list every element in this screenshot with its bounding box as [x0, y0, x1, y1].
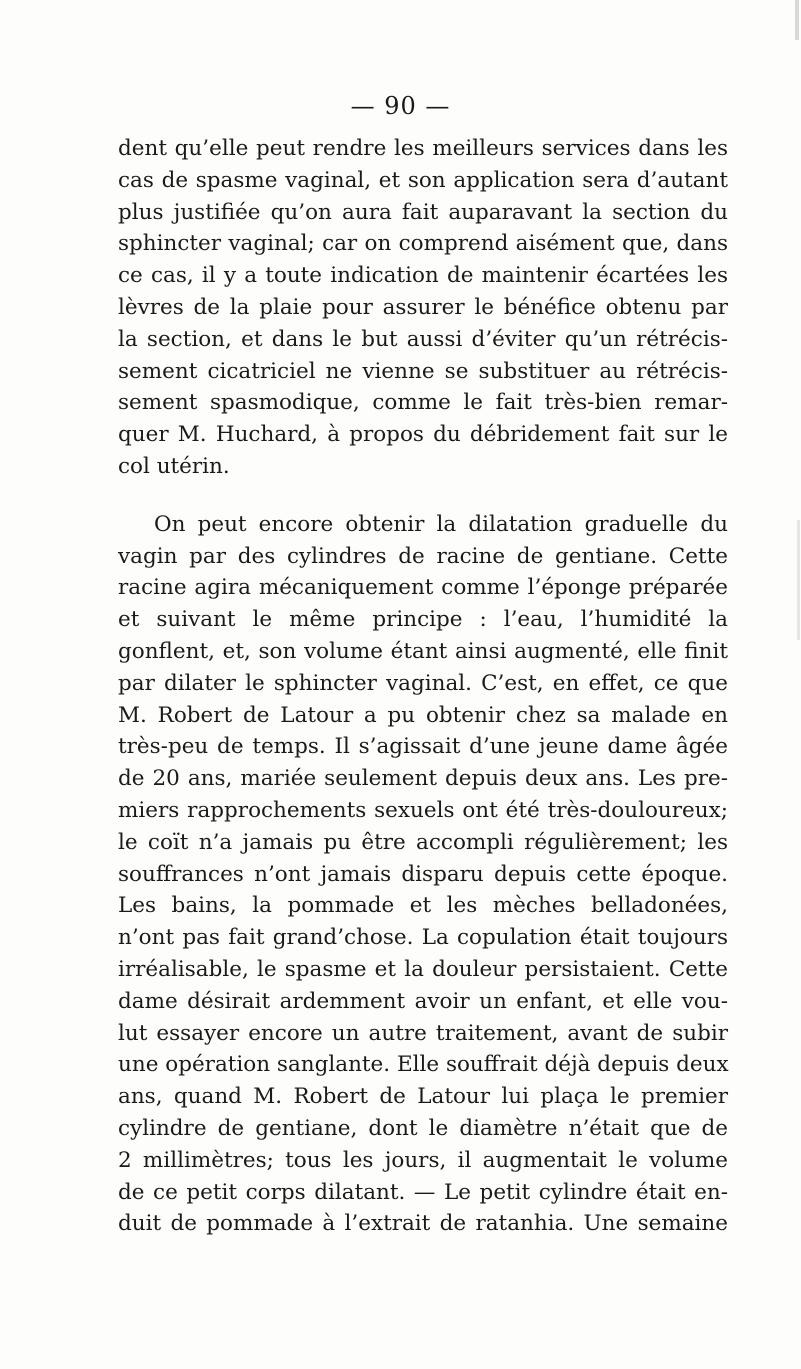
paragraph [118, 133, 728, 483]
text-line: dent qu’elle peut rendre les meilleurs services dans les [118, 136, 728, 161]
text-line: la section, et dans le but aussi d’éviter qu’un rétrécis- [118, 326, 728, 352]
scan-edge-artifact [795, 0, 799, 40]
text-line: miers rapprochements sexuels ont été très-douloureux; [118, 797, 728, 823]
page-number: — 90 — [350, 92, 451, 120]
text-line: et suivant le même principe : l’eau, l’humidité la [118, 607, 728, 633]
text-line: On peut encore obtenir la dilatation graduelle du [154, 511, 728, 537]
text-line: le coït n’a jamais pu être accompli régulièrement; les [118, 829, 728, 855]
text-line: lut essayer encore un autre traitement, avant de subir [118, 1020, 728, 1046]
paragraph-gap [118, 483, 728, 509]
text-line: par dilater le sphincter vaginal. C’est, en effet, ce que [118, 670, 728, 696]
text-line: lèvres de la plaie pour assurer le bénéfice obtenu par [118, 294, 728, 320]
text-line: sement cicatriciel ne vienne se substituer au rétrécis- [118, 358, 728, 384]
text-line: cylindre de gentiane, dont le diamètre n’était que de [118, 1115, 728, 1141]
text-line: quer M. Huchard, à propos du débridement fait sur le [118, 422, 728, 448]
text-line: plus justifiée qu’on aura fait auparavant la section du [118, 199, 728, 225]
scan-edge-artifact [797, 520, 800, 640]
text-line: dame désirait ardemment avoir un enfant, et elle vou- [118, 988, 728, 1014]
text-line: Les bains, la pommade et les mèches belladonées, [118, 893, 728, 919]
text-line: une opération sanglante. Elle souffrait déjà depuis deux [118, 1052, 729, 1078]
body-text [118, 133, 728, 1240]
text-line: duit de pommade à l’extrait de ratanhia. Une semaine [118, 1211, 728, 1237]
text-line: 2 millimètres; tous les jours, il augmentait le volume [118, 1147, 728, 1173]
text-line: racine agira mécaniquement comme l’éponge préparée [118, 575, 728, 601]
text-line: col utérin. [118, 453, 230, 479]
text-line: cas de spasme vaginal, et son application sera d’autant [118, 167, 728, 193]
text-line: très-peu de temps. Il s’agissait d’une jeune dame âgée [118, 734, 728, 760]
text-line: M. Robert de Latour a pu obtenir chez sa malade en [118, 702, 728, 728]
text-line: souffrances n’ont jamais disparu depuis cette époque. [118, 861, 728, 887]
text-line: sement spasmodique, comme le fait très-bien remar- [118, 390, 728, 416]
text-line: n’ont pas fait grand’chose. La copulation était toujours [118, 925, 728, 951]
paragraph [118, 509, 728, 1240]
text-line: sphincter vaginal; car on comprend aisément que, dans [118, 231, 728, 257]
text-line: ce cas, il y a toute indication de maintenir écartées les [118, 263, 728, 289]
text-line: vagin par des cylindres de racine de gentiane. Cette [118, 543, 728, 569]
text-line: ans, quand M. Robert de Latour lui plaça le premier [118, 1084, 728, 1110]
text-line: irréalisable, le spasme et la douleur persistaient. Cette [118, 956, 728, 982]
text-line: gonflent, et, son volume étant ainsi augmenté, elle finit [118, 638, 728, 664]
text-line: de ce petit corps dilatant. — Le petit cylindre était en- [118, 1179, 728, 1205]
text-line: de 20 ans, mariée seulement depuis deux ans. Les pre- [118, 766, 728, 792]
